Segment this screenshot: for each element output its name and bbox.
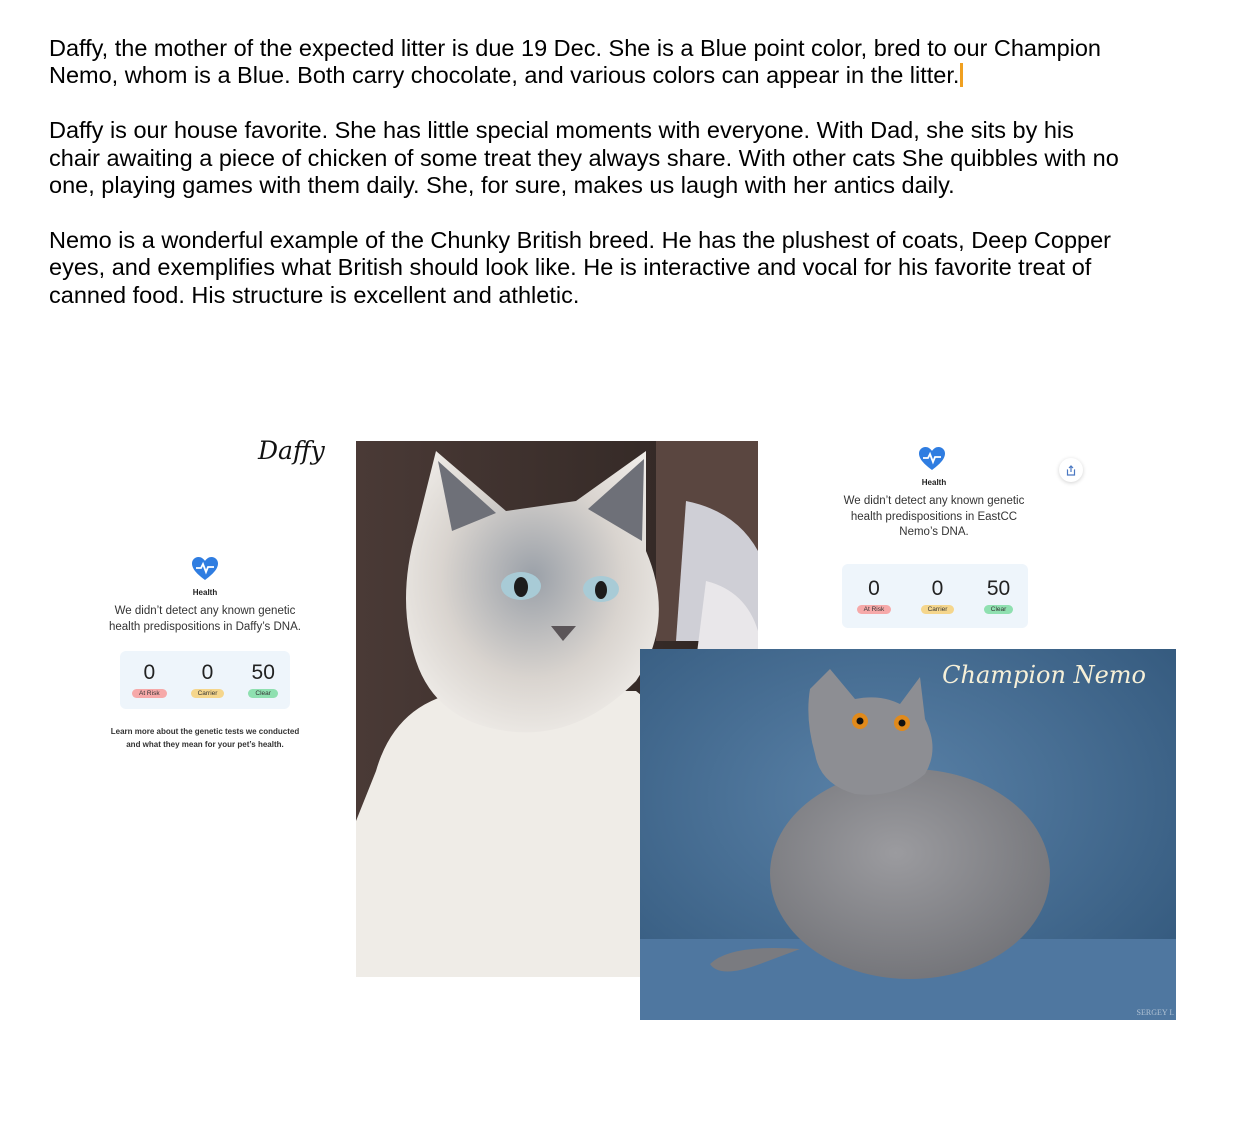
nemo-stat-at-risk[interactable] xyxy=(857,577,892,614)
daffy-desc-line1: We didn’t detect any known genetic xyxy=(114,605,296,617)
daffy-health-description xyxy=(96,604,314,635)
text-cursor xyxy=(960,63,963,87)
daffy-stat-carrier[interactable] xyxy=(191,661,225,698)
photographer-watermark: SERGEY I. xyxy=(1136,1008,1174,1017)
nemo-desc-line1: We didn’t detect any known genetic xyxy=(843,495,1025,507)
nemo-stat-clear[interactable] xyxy=(984,577,1014,614)
nemo-desc-line2: health predispositions in EastCC xyxy=(850,510,1018,523)
clear-count: 50 xyxy=(986,577,1011,600)
paragraph-nemo: Nemo is a wonderful example of the Chunky British breed. He has the plushest of coats, Deep Copper eyes, and exemplifies what British should look like. He is interactive and vocal for his favorite treat of canned food. His structure is excellent and athletic. xyxy=(49,226,1111,308)
carrier-count: 0 xyxy=(201,661,214,684)
daffy-caption: Daffy xyxy=(258,436,325,465)
daffy-desc-line2: health predispositions in Daffy’s DNA. xyxy=(109,620,301,633)
carrier-badge: Carrier xyxy=(191,689,225,698)
share-button[interactable] xyxy=(1059,458,1083,482)
at-risk-count: 0 xyxy=(143,661,156,684)
daffy-stat-clear[interactable] xyxy=(248,661,278,698)
at-risk-badge: At Risk xyxy=(857,605,892,614)
at-risk-badge: At Risk xyxy=(132,689,167,698)
heart-pulse-icon xyxy=(918,446,946,472)
nemo-cat-image xyxy=(640,649,1176,1020)
learn-line1: Learn more about the genetic tests we conducted xyxy=(110,727,300,736)
nemo-stats-panel xyxy=(842,564,1028,628)
nemo-health-card xyxy=(772,441,1092,638)
daffy-learn-more[interactable] xyxy=(96,725,314,751)
nemo-health-description xyxy=(772,494,1096,541)
nemo-stat-carrier[interactable] xyxy=(921,577,955,614)
carrier-badge: Carrier xyxy=(921,605,955,614)
nemo-caption: Champion Nemo xyxy=(942,661,1146,689)
paragraph-litter xyxy=(49,35,1129,90)
daffy-health-title: Health xyxy=(192,588,218,597)
daffy-stat-at-risk[interactable] xyxy=(132,661,167,698)
clear-count: 50 xyxy=(251,661,275,684)
heart-pulse-icon xyxy=(191,556,219,582)
share-icon xyxy=(1066,465,1076,476)
daffy-health-card xyxy=(96,552,314,757)
paragraph-daffy: Daffy is our house favorite. She has little special moments with everyone. With Dad, she sits by his chair awaiting a piece of chicken of some treat they always share. With other cats She quibbles with no one, playing games with them daily. She, for sure, makes us laugh with her antics daily. xyxy=(49,117,1119,199)
nemo-desc-line3: Nemo’s DNA. xyxy=(899,526,969,538)
at-risk-count: 0 xyxy=(868,577,880,600)
document-body[interactable] xyxy=(49,35,1129,336)
learn-line2: and what they mean for your pet’s health. xyxy=(126,740,284,749)
clear-badge: Clear xyxy=(984,605,1014,614)
nemo-health-title: Health xyxy=(921,478,947,487)
clear-badge: Clear xyxy=(248,689,278,698)
daffy-stats-panel xyxy=(120,651,290,709)
carrier-count: 0 xyxy=(931,577,944,600)
nemo-photo xyxy=(640,649,1176,1020)
paragraph-litter-text: Daffy, the mother of the expected litter is due 19 Dec. She is a Blue point color, bred to our Champion Nemo, whom is a Blue. Both carry chocolate, and various colors can appear in the litter. xyxy=(49,35,1102,89)
